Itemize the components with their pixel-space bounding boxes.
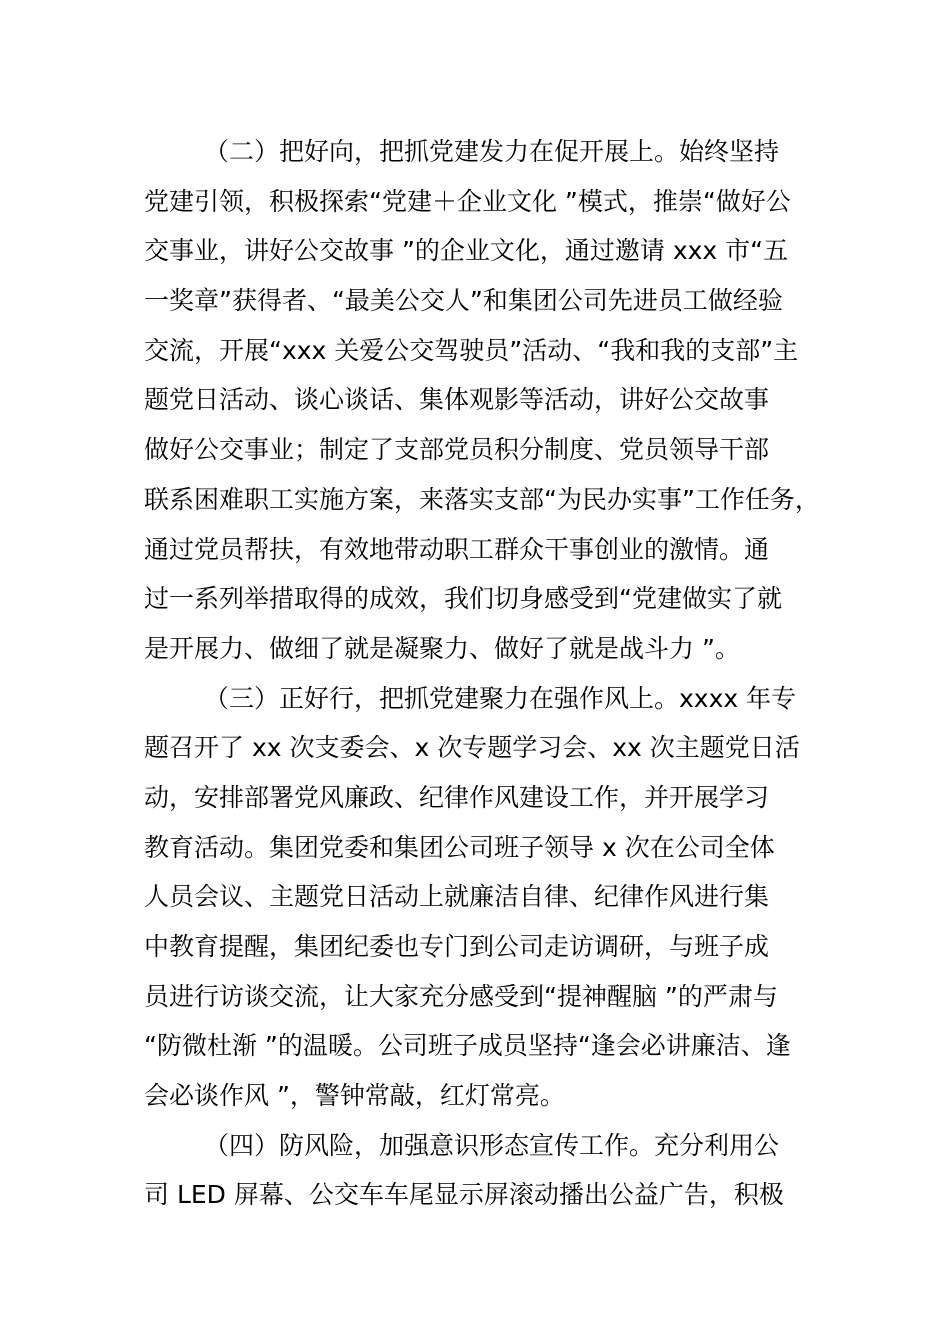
paragraph-4-line-2: 司 LED 屏幕、公交车车尾显示屏滚动播出公益广告，积极 xyxy=(144,1180,784,1210)
paragraph-3-line-2: 题召开了 xx 次支委会、x 次专题学习会、xx 次主题党日活 xyxy=(144,733,800,763)
paragraph-3-line-3: 动，安排部署党风廉政、纪律作风建设工作，并开展学习 xyxy=(144,782,770,812)
paragraph-3-line-1: （三）正好行，把抓党建聚力在强作风上。xxxx 年专 xyxy=(204,683,797,713)
paragraph-3-line-4: 教育活动。集团党委和集团公司班子领导 x 次在公司全体 xyxy=(144,832,775,862)
paragraph-2-line-3: 交事业，讲好公交故事 ”的企业文化，通过邀请 xxx 市“五 xyxy=(144,236,789,266)
paragraph-2-line-10: 过一系列举措取得的成效，我们切身感受到“党建做实了就 xyxy=(144,584,782,614)
paragraph-2-line-9: 通过党员帮扶，有效地带动职工群众干事创业的激情。通 xyxy=(144,534,770,564)
paragraph-3-line-8: “防微杜渐 ”的温暖。公司班子成员坚持“逢会必讲廉洁、逢 xyxy=(144,1031,791,1061)
paragraph-3-line-9: 会必谈作风 ”，警钟常敲，红灯常亮。 xyxy=(144,1081,565,1111)
paragraph-3-line-6: 中教育提醒，集团纪委也专门到公司走访调研，与班子成 xyxy=(144,932,770,961)
paragraph-2-line-8: 联系困难职工实施方案，来落实支部“为民办实事”工作任务， xyxy=(144,484,820,514)
paragraph-2-line-11: 是开展力、做细了就是凝聚力、做好了就是战斗力 ”。 xyxy=(144,633,740,663)
paragraph-2-line-5: 交流，开展“xxx 关爱公交驾驶员”活动、“我和我的支部”主 xyxy=(144,335,799,365)
paragraph-3-line-5: 人员会议、主题党日活动上就廉洁自律、纪律作风进行集 xyxy=(144,882,770,912)
paragraph-4-line-1: （四）防风险，加强意识形态宣传工作。充分利用公 xyxy=(204,1130,780,1160)
paragraph-2-line-6: 题党日活动、谈心谈话、集体观影等活动，讲好公交故事 xyxy=(144,385,770,415)
document-body xyxy=(144,127,844,1220)
paragraph-2-line-7: 做好公交事业；制定了支部党员积分制度、党员领导干部 xyxy=(144,435,770,465)
paragraph-3-line-7: 员进行访谈交流，让大家充分感受到“提神醒脑 ”的严肃与 xyxy=(144,981,778,1011)
paragraph-2-line-4: 一奖章”获得者、“最美公交人”和集团公司先进员工做经验 xyxy=(144,286,783,316)
paragraph-2-line-2: 党建引领，积极探索“党建＋企业文化 ”模式，推崇“做好公 xyxy=(144,186,791,216)
paragraph-2-line-1: （二）把好向，把抓党建发力在促开展上。始终坚持 xyxy=(204,137,780,166)
